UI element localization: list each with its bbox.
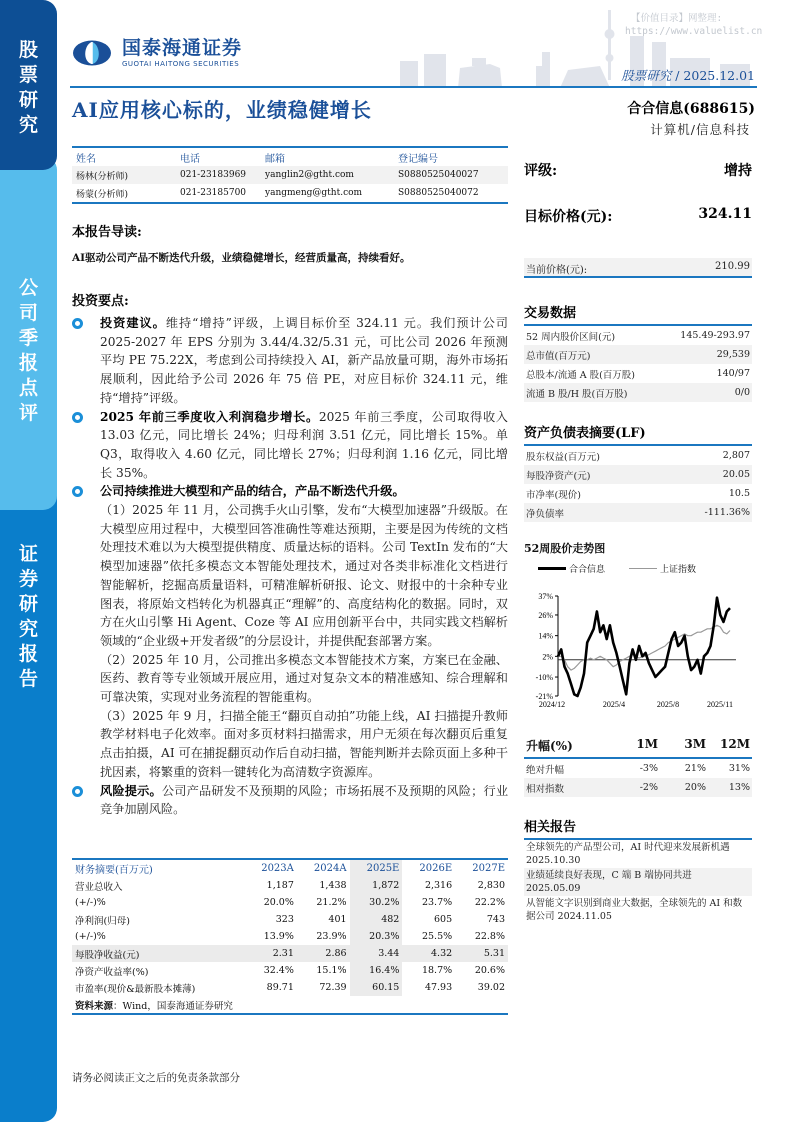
performance-table: [524, 737, 752, 797]
kv-row: 流通 B 股/H 股(百万股) 0/0: [524, 383, 752, 402]
balance-heading: 资产负债表摘要(LF): [524, 422, 752, 446]
legend-line-icon: [538, 567, 566, 570]
logo-chinese-name: 国泰海通证券: [122, 37, 243, 59]
svg-text:2025/11: 2025/11: [707, 700, 733, 709]
analyst-email[interactable]: yanglin2@gtht.com: [265, 170, 354, 180]
trade-data: [524, 302, 752, 402]
table-header: 财务摘要(百万元) 2023A 2024A 2025E 2026E 2027E: [72, 860, 508, 877]
legend-line-icon: [629, 568, 657, 569]
bullet-icon: [72, 486, 83, 497]
point-q3-growth: 2025 年前三季度收入利润稳步增长。2025 年前三季度，公司取得收入 13.03 亿元，同比增长 24%；归母利润 3.51 亿元，同比增长 15%。单 Q3，取得收入 4.60 亿元，同比增长 27%；归母利润 1.16 亿元，同比增长 35%。: [70, 408, 508, 483]
table-row: 每股净收益(元) 2.31 2.86 3.44 4.32 5.31: [72, 945, 508, 962]
table-row: 营业总收入 1,187 1,438 1,872 2,316 2,830: [72, 877, 508, 894]
performance-header: 升幅(%) 1M 3M 12M: [524, 737, 752, 759]
point-paragraph: （3）2025 年 9 月，扫描全能王“翻页自动拍”功能上线，AI 扫描提升教师教学材料电子化效率。面对多页材料扫描需求，用户无须在每次翻页后重复点击拍摄，AI 可在捕捉翻页动作后自动扫描，智能判断并去除页面上多种干扰因素，将繁重的资料一键转化为高清数字资源库。: [100, 708, 508, 779]
legend-item: 合合信息: [538, 562, 605, 575]
table-row: 净利润(归母) 323 401 482 605 743: [72, 911, 508, 928]
sidebar-label: 证券研究报告: [18, 543, 38, 690]
point-risk: 风险提示。公司产品研发不及预期的风险；市场拓展不及预期的风险；行业竞争加剧风险。: [70, 782, 508, 819]
logo-icon: [72, 40, 112, 66]
table-row: 净资产收益率(%) 32.4% 15.1% 16.4% 18.7% 20.6%: [72, 962, 508, 979]
svg-text:37%: 37%: [538, 592, 553, 601]
table-row: 绝对升幅 -3% 21% 31%: [526, 763, 750, 776]
analyst-table-header: 姓名 电话 邮箱 登记编号: [76, 153, 438, 165]
chart-title: 52周股价走势图: [524, 542, 606, 555]
svg-text:2025/8: 2025/8: [656, 700, 680, 709]
industry-label: 计算机/信息科技: [650, 122, 750, 137]
sidebar-label: 股票研究: [18, 39, 38, 136]
points-heading: 投资要点:: [72, 294, 129, 309]
analyst-row: 杨林(分析师) 021-23183969 yanglin2@gtht.com S0880525040027: [72, 166, 508, 184]
company-name: 合合信息(688615): [627, 101, 755, 117]
guide-heading: 本报告导读:: [72, 225, 142, 240]
bullet-icon: [72, 786, 83, 797]
sidebar-tab-quarterly-review: [0, 156, 57, 510]
bullet-icon: [72, 318, 83, 329]
financial-summary-table: [72, 858, 508, 1015]
analyst-table: [72, 146, 508, 204]
rating-value: 增持: [724, 163, 752, 179]
related-report-link[interactable]: 业绩延续良好表现，C 端 B 端协同共进 2025.05.09: [524, 868, 752, 896]
logo-english-name: GUOTAI HAITONG SECURITIES: [122, 60, 240, 68]
target-price: [524, 206, 752, 226]
point-llm-products: 公司持续推进大模型和产品的结合，产品不断迭代升级。 （1）2025 年 11 月，公司携手火山引擎，发布“大模型加速器”升级版。在大模型应用过程中，大模型回答准确性等难达预期，主要是因为传统的文档处理技术难以为大模型提供精度、质量达标的语料。公司 TextIn 发布的“大模型加速器”依托多模态文本智能处理技术，通过对各类非标准化文档进行智能解析，挖掘高质量语料，可精准解析研报、论文、财报中的十余种专业图表，将原始文档转化为机器真正“理解”的、高度结构化的数据。同时，双方在火山引擎 Hi Agent、Coze 等 AI 应用创新平台中，共同实践文档解析领域的“企业级+开发者级”的分层设计，并提供配套部署方案。 （2）2025 年 10 月，公司推出多模态文本智能技术方案，方案已在金融、医药、教育等专业领域开展应用，通过对复杂文本的精准感知、综合理解和可靠决策，实现对业务流程的智能重构。 （3）2025 年 9 月，扫描全能王“翻页自动拍”功能上线，AI 扫描提升教师教学材料电子化效率。面对多页材料扫描需求，用户无须在每次翻页后重复点击拍摄，AI 可在捕捉翻页动作后自动扫描，智能判断并去除页面上多种干扰因素，将繁重的资料一键转化为高清数字资源库。: [70, 482, 508, 781]
svg-text:-10%: -10%: [535, 673, 553, 683]
watermark: 【价值目录】网整理: https://www.valuelist.cn: [625, 13, 763, 37]
point-paragraph: （1）2025 年 11 月，公司携手火山引擎，发布“大模型加速器”升级版。在大模型应用过程中，大模型回答准确性等难达预期，主要是因为传统的文档处理技术难以为大模型提供精度、质量达标的语料。公司 TextIn 发布的“大模型加速器”依托多模态文本智能处理技术，通过对各类非标准化文档进行智能解析，挖掘高质量语料，可精准解析研报、论文、财报中的十余种专业图表，将原始文档转化为机器真正“理解”的、高度结构化的数据。同时，双方在火山引擎 Hi Agent、Coze 等 AI 应用创新平台中，共同实践文档解析领域的“企业级+开发者级”的分层设计，并提供配套部署方案。: [100, 503, 508, 648]
analyst-row: 杨蒙(分析师) 021-23185700 yangmeng@gtht.com S0880525040072: [76, 188, 479, 200]
table-row: 相对指数 -2% 20% 13%: [524, 778, 752, 797]
report-meta: [621, 66, 755, 84]
trade-data-heading: 交易数据: [524, 302, 752, 326]
investment-points: [70, 314, 508, 819]
svg-text:-21%: -21%: [535, 692, 553, 701]
chart-legend: [538, 562, 752, 575]
meta-separator: /: [675, 68, 680, 83]
svg-text:14%: 14%: [538, 631, 553, 641]
current-price: 当前价格(元): 210.99: [524, 258, 752, 278]
rating-label: 评级:: [524, 163, 558, 179]
analyst-email[interactable]: yangmeng@gtht.com: [265, 188, 363, 198]
header-divider: [70, 86, 757, 88]
sidebar-tab-securities-report: [0, 496, 57, 1122]
report-date: 2025.12.01: [683, 68, 755, 83]
related-report-link[interactable]: 全球领先的产品型公司，AI 时代迎来发展新机遇 2025.10.30: [526, 842, 730, 866]
point-investment-advice: 投资建议。维持“增持”评级，上调目标价至 324.11 元。我们预计公司 2025-2027 年 EPS 分别为 3.44/4.32/5.31 元，可比公司 2026 年预测平均 PE 75.22X，考虑到公司持续投入 AI，新产品放量可期，海外市场拓展顺利，因此给予公司 2026 年 75 倍 PE，对应目标价 324.11 元，维持“增持”评级。: [70, 314, 508, 408]
rating: [524, 160, 752, 180]
balance-sheet-summary: [524, 422, 752, 522]
target-price-value: 324.11: [698, 206, 752, 222]
svg-text:2024/12: 2024/12: [538, 700, 566, 709]
related-report-link[interactable]: 从智能文字识别到商业大数据，全球领先的 AI 和数据公司 2024.11.05: [526, 898, 743, 922]
point-paragraph: （2）2025 年 10 月，公司推出多模态文本智能技术方案，方案已在金融、医药、教育等专业领域开展应用，通过对复杂文本的精准感知、综合理解和可靠决策，实现对业务流程的智能重构。: [100, 652, 508, 705]
kv-row: 市净率(现价) 10.5: [526, 488, 750, 501]
chart-plot: [514, 588, 754, 718]
table-row: 市盈率(现价&最新股本摊薄) 89.71 72.39 60.15 47.93 39.02: [72, 979, 508, 996]
kv-row: 总市值(百万元) 29,539: [524, 345, 752, 364]
kv-row: 每股净资产(元) 20.05: [524, 465, 752, 484]
table-row: (+/-)% 20.0% 21.2% 30.2% 23.7% 22.2%: [72, 894, 508, 911]
brand-logo: [72, 38, 242, 68]
report-title: AI应用核心标的，业绩稳健增长: [72, 98, 372, 122]
related-heading: 相关报告: [524, 816, 752, 840]
svg-text:26%: 26%: [538, 610, 553, 620]
table-row: (+/-)% 13.9% 23.9% 20.3% 25.5% 22.8%: [72, 928, 508, 945]
disclaimer-footer: 请务必阅读正文之后的免责条款部分: [72, 1072, 240, 1084]
price-chart: [524, 540, 752, 715]
target-price-label: 目标价格(元):: [524, 209, 613, 225]
legend-item: 上证指数: [629, 562, 696, 575]
kv-row: 股东权益(百万元) 2,807: [526, 450, 750, 463]
table-source: 资料来源：Wind，国泰海通证券研究: [75, 1000, 233, 1012]
sidebar: [0, 0, 57, 1122]
kv-row: 52 周内股价区间(元) 145.49-293.97: [526, 330, 750, 343]
svg-text:2%: 2%: [542, 652, 553, 662]
sidebar-tab-stock-research: [0, 0, 57, 170]
svg-text:2025/4: 2025/4: [602, 700, 626, 709]
kv-row: 总股本/流通 A 股(百万股) 140/97: [526, 368, 750, 381]
kv-row: 净负债率 -111.36%: [524, 503, 752, 522]
report-kind: 股票研究: [621, 68, 672, 83]
bullet-icon: [72, 412, 83, 423]
related-reports: [524, 816, 752, 924]
sidebar-label: 公司季报点评: [18, 277, 38, 424]
guide-lead: AI驱动公司产品不断迭代升级，业绩稳健增长，经营质量高，持续看好。: [72, 252, 411, 264]
